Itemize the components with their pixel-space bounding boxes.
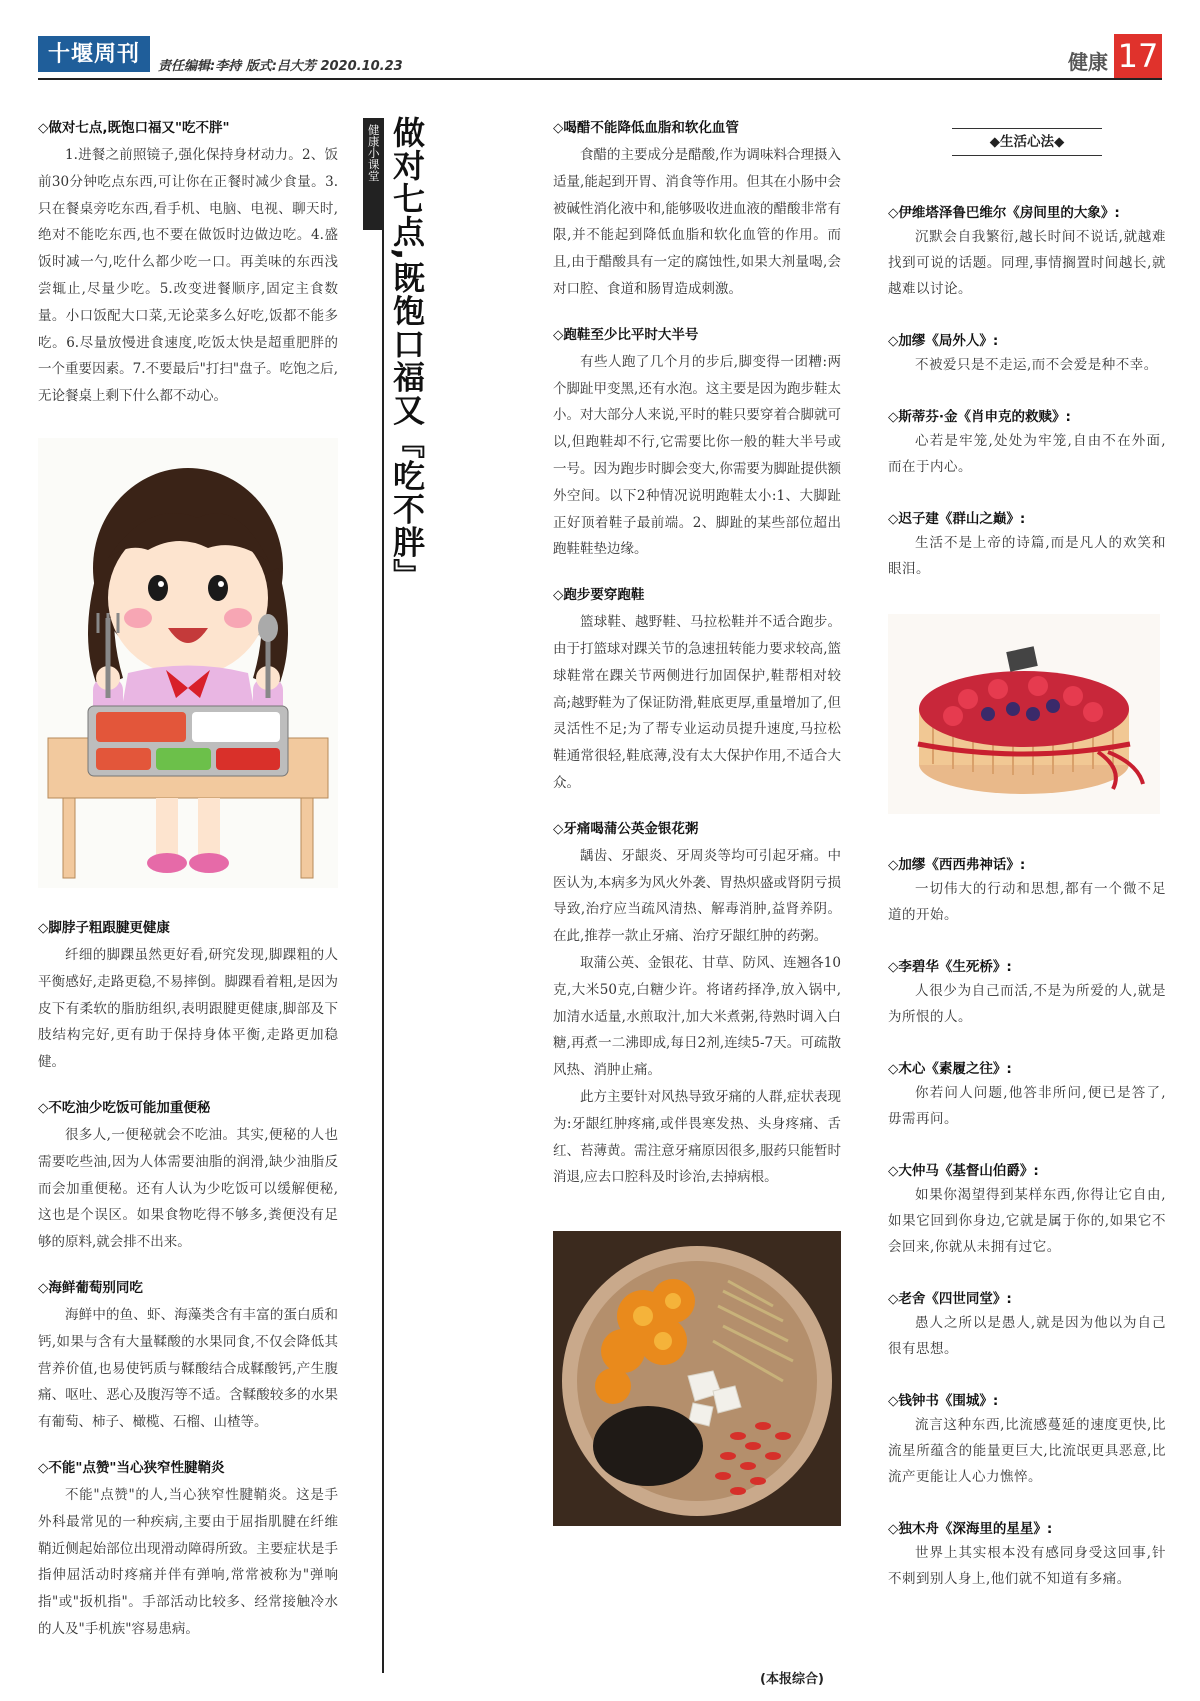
quote-text: 愚人之所以是愚人,就是因为他以为自己很有思想。 xyxy=(888,1315,1166,1357)
article xyxy=(38,1098,338,1256)
quote-item xyxy=(888,202,1166,302)
quote-text: 人很少为自己而活,不是为所爱的人,就是为所恨的人。 xyxy=(888,983,1166,1025)
berry-cake-illustration xyxy=(888,614,1160,814)
masthead-logo: 十堰周刊 xyxy=(38,36,150,72)
quotes-heading: ◆生活心法◆ xyxy=(952,128,1102,156)
feature-title: 做对七点,既饱口福又『吃不胖』 xyxy=(388,116,426,592)
quote-item xyxy=(888,854,1166,928)
article xyxy=(553,325,841,563)
girl-eating-illustration xyxy=(38,438,338,888)
quote-source: ◇钱钟书《围城》: xyxy=(888,1393,999,1409)
column-right xyxy=(888,118,1166,1620)
article-paragraph: 篮球鞋、越野鞋、马拉松鞋并不适合跑步。由于打篮球对踝关节的急速扭转能力要求较高,篮球鞋常在踝关节两侧进行加固保护,鞋帮相对较高;越野鞋为了保证防滑,鞋底更厚,重量增加了,但灵活性不足;为了帮专业运动员提升速度,马拉松鞋通常很轻,鞋底薄,没有太大保护作用,不适合大众。 xyxy=(553,614,841,791)
quote-text: 世界上其实根本没有感同身受这回事,针不刺到别人身上,他们就不知道有多痛。 xyxy=(888,1545,1166,1587)
quote-text: 你若问人问题,他答非所问,便已是答了,毋需再问。 xyxy=(888,1085,1166,1127)
article-title: ◇不吃油少吃饭可能加重便秘 xyxy=(38,1099,211,1116)
quote-item xyxy=(888,1058,1166,1132)
article-title: ◇做对七点,既饱口福又"吃不胖" xyxy=(38,120,230,136)
article xyxy=(38,918,338,1076)
quote-source: ◇加缪《西西弗神话》: xyxy=(888,857,1026,873)
quote-text: 生活不是上帝的诗篇,而是凡人的欢笑和眼泪。 xyxy=(888,535,1166,577)
article-paragraph: 食醋的主要成分是醋酸,作为调味料合理摄入适量,能起到开胃、消食等作用。但其在小肠中会被碱性消化液中和,能够吸收进血液的醋酸非常有限,并不能起到降低血脂和软化血管的作用。而且,由于醋酸具有一定的腐蚀性,如果大剂量喝,会对口腔、食道和肠胃造成刺激。 xyxy=(553,147,841,297)
quote-source: ◇斯蒂芬·金《肖申克的救赎》: xyxy=(888,409,1071,425)
quote-source: ◇木心《素履之往》: xyxy=(888,1061,1012,1077)
article-paragraph: 很多人,一便秘就会不吃油。其实,便秘的人也需要吃些油,因为人体需要油脂的润滑,缺少油脂反而会加重便秘。还有人认为少吃饭可以缓解便秘,这也是个误区。如果食物吃得不够多,粪便没有足够的原料,就会排不出来。 xyxy=(38,1126,338,1251)
article-paragraph: 此方主要针对风热导致牙痛的人群,症状表现为:牙龈红肿疼痛,或伴畏寒发热、头身疼痛、舌红、苔薄黄。需注意牙痛原因很多,服药只能暂时消退,应去口腔科及时诊治,去掉病根。 xyxy=(553,1088,841,1186)
column-label: 健康小课堂 xyxy=(363,118,383,230)
section-name: 健康 xyxy=(1068,50,1108,74)
article xyxy=(553,118,841,303)
article xyxy=(553,585,841,797)
quote-text: 流言这种东西,比流感蔓延的速度更快,比流星所蕴含的能量更巨大,比流氓更具恶意,比流产更能让人心力憔悴。 xyxy=(888,1417,1166,1485)
quote-item xyxy=(888,406,1166,480)
page-number: 17 xyxy=(1114,34,1162,78)
quote-source: ◇迟子建《群山之巅》: xyxy=(888,511,1026,527)
article-title: ◇跑鞋至少比平时大半号 xyxy=(553,326,699,343)
article-paragraph: 龋齿、牙龈炎、牙周炎等均可引起牙痛。中医认为,本病多为风火外袭、胃热炽盛或肾阴亏损导致,治疗应当疏风清热、解毒消肿,益肾养阴。在此,推荐一款止牙痛、治疗牙龈红肿的药粥。 xyxy=(553,847,841,945)
article-title: ◇脚脖子粗跟腱更健康 xyxy=(38,919,170,936)
article xyxy=(553,819,841,1191)
quote-item xyxy=(888,1160,1166,1260)
quote-text: 心若是牢笼,处处为牢笼,自由不在外面,而在于内心。 xyxy=(888,433,1166,475)
article xyxy=(38,118,338,410)
article-title: ◇喝醋不能降低血脂和软化血管 xyxy=(553,120,739,136)
quote-item xyxy=(888,1518,1166,1592)
quote-source: ◇老舍《四世同堂》: xyxy=(888,1291,1012,1307)
article-paragraph: 纤细的脚踝虽然更好看,研究发现,脚踝粗的人平衡感好,走路更稳,不易摔倒。脚踝看着粗,是因为皮下有柔软的脂肪组织,表明跟腱更健康,脚部及下肢结构完好,更有助于保持身体平衡,走路更加稳健。 xyxy=(38,946,338,1071)
quote-text: 如果你渴望得到某样东西,你得让它自由,如果它回到你身边,它就是属于你的,如果它不会回来,你就从未拥有过它。 xyxy=(888,1187,1166,1255)
quote-text: 不被爱只是不走运,而不会爱是种不幸。 xyxy=(915,357,1158,373)
article-paragraph: 取蒲公英、金银花、甘草、防风、连翘各10克,大米50克,白糖少许。将诸药择净,放入锅中,加清水适量,水煎取汁,加大米煮粥,待熟时调入白糖,再煮一二沸即成,每日2剂,连续5-7天。可疏散风热、消肿止痛。 xyxy=(553,954,841,1079)
quote-item xyxy=(888,330,1166,378)
quote-item xyxy=(888,508,1166,582)
quote-text: 一切伟大的行动和思想,都有一个微不足道的开始。 xyxy=(888,881,1166,923)
editor-credits: 责任编辑:李持 版式:吕大芳 2020.10.23 xyxy=(158,59,403,74)
quote-source: ◇伊维塔泽鲁巴维尔《房间里的大象》: xyxy=(888,205,1120,221)
quote-source: ◇独木舟《深海里的星星》: xyxy=(888,1521,1053,1537)
quote-source: ◇李碧华《生死桥》: xyxy=(888,959,1012,975)
article-title: ◇海鲜葡萄别同吃 xyxy=(38,1279,143,1296)
article-title: ◇牙痛喝蒲公英金银花粥 xyxy=(553,820,699,837)
article xyxy=(38,1458,338,1643)
quote-item xyxy=(888,1288,1166,1362)
article xyxy=(38,1278,338,1436)
column-divider xyxy=(382,118,384,1673)
article-title: ◇不能"点赞"当心狭窄性腱鞘炎 xyxy=(38,1459,225,1476)
article-paragraph: 海鲜中的鱼、虾、海藻类含有丰富的蛋白质和钙,如果与含有大量鞣酸的水果同食,不仅会降低其营养价值,也易使钙质与鞣酸结合成鞣酸钙,产生腹痛、呕吐、恶心及腹泻等不适。含鞣酸较多的水果有葡萄、柿子、橄榄、石榴、山楂等。 xyxy=(38,1306,338,1431)
quote-source: ◇大仲马《基督山伯爵》: xyxy=(888,1163,1039,1179)
article-paragraph: 1.进餐之前照镜子,强化保持身材动力。2、饭前30分钟吃点东西,可让你在正餐时减少食量。3.只在餐桌旁吃东西,看手机、电脑、电视、聊天时,绝对不能吃东西,也不要在做饭时边做边吃。4.盛饭时减一勺,吃什么都少吃一口。再美味的东西浅尝辄止,尽量少吃。5.改变进餐顺序,固定主食数量。小口饭配大口菜,无论菜多么好吃,饭都不能多吃。6.尽量放慢进食速度,吃饭太快是超重肥胖的一个重要因素。7.不要最后"打扫"盘子。吃饱之后,无论餐桌上剩下什么都不动心。 xyxy=(38,147,338,405)
header-rule xyxy=(38,78,1162,80)
column-left xyxy=(38,118,338,1665)
article-paragraph: 不能"点赞"的人,当心狭窄性腱鞘炎。这是手外科最常见的一种疾病,主要由于屈指肌腱在纤维鞘近侧起始部位出现滑动障碍所致。主要症状是手指伸屈活动时疼痛并伴有弹响,常常被称为"弹响指"或"扳机指"。手部活动比较多、经常接触冷水的人及"手机族"容易患病。 xyxy=(38,1486,338,1637)
article-paragraph: 有些人跑了几个月的步后,脚变得一团糟:两个脚趾甲变黑,还有水泡。这主要是因为跑步鞋太小。对大部分人来说,平时的鞋只要穿着合脚就可以,但跑鞋却不行,它需要比你一般的鞋大半号或一号。因为跑步时脚会变大,你需要为脚趾提供额外空间。以下2种情况说明跑鞋太小:1、大脚趾正好顶着鞋子最前端。2、脚趾的某些部位超出跑鞋鞋垫边缘。 xyxy=(553,353,841,558)
quote-item xyxy=(888,956,1166,1030)
quote-item xyxy=(888,1390,1166,1490)
herbs-plate-photo xyxy=(553,1231,841,1526)
column-middle xyxy=(553,118,841,1530)
quote-text: 沉默会自我繁衍,越长时间不说话,就越难找到可说的话题。同理,事情搁置时间越长,就越难以讨论。 xyxy=(888,229,1166,297)
quote-source: ◇加缪《局外人》: xyxy=(888,333,999,349)
source-credit: (本报综合) xyxy=(760,1672,824,1687)
article-title: ◇跑步要穿跑鞋 xyxy=(553,587,645,604)
